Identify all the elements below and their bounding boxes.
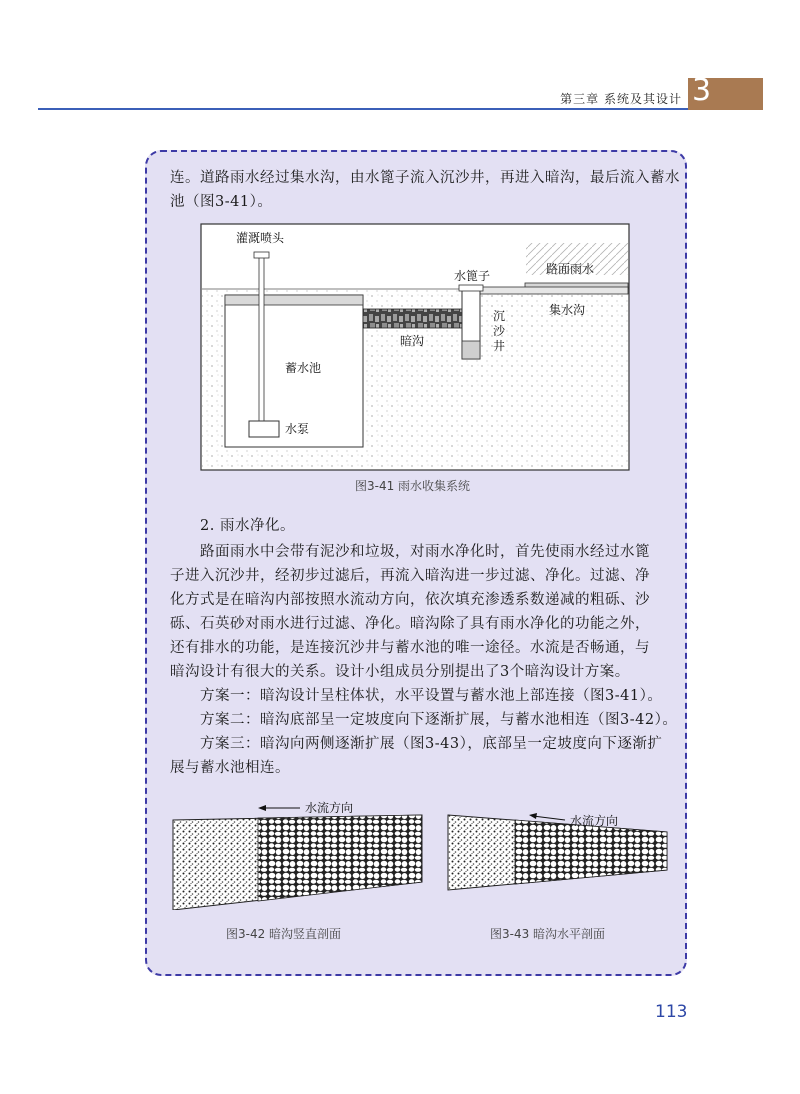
label-pump: 水泵 — [285, 422, 310, 436]
sprinkler-head — [254, 252, 269, 258]
body-line-6: 暗沟设计有很大的关系。设计小组成员分别提出了3个暗沟设计方案。 — [170, 664, 630, 680]
flow-label-43: 水流方向 — [570, 814, 619, 828]
label-sand-well-3: 井 — [493, 339, 506, 353]
culvert-vertical-section — [170, 800, 425, 910]
culvert-horizontal-section — [445, 800, 670, 910]
intro-line-2: 池（图3-41）。 — [170, 194, 273, 210]
label-culvert: 暗沟 — [400, 334, 425, 348]
chapter-number: 3 — [692, 73, 712, 108]
intro-line-1: 连。道路雨水经过集水沟，由水篦子流入沉沙井，再进入暗沟，最后流入蓄水 — [170, 170, 680, 186]
label-sand-well-2: 沙 — [493, 324, 506, 338]
filter-coarse-zone — [258, 815, 422, 901]
chapter-title: 第三章 系统及其设计 — [560, 92, 682, 106]
culvert — [363, 309, 463, 328]
plan-2: 方案二：暗沟底部呈一定坡度向下逐渐扩展，与蓄水池相连（图3-42）。 — [200, 712, 678, 728]
header-rule — [38, 108, 763, 110]
pump — [249, 421, 279, 437]
flow-label-42: 水流方向 — [305, 801, 354, 815]
body-line-1: 路面雨水中会带有泥沙和垃圾，对雨水净化时，首先使雨水经过水篦 — [200, 544, 650, 560]
label-grate: 水篦子 — [454, 269, 491, 283]
body-line-3: 化方式是在暗沟内部按照水流动方向，依次填充渗透系数递减的粗砾、沙 — [170, 592, 650, 608]
page-number: 113 — [655, 1002, 688, 1022]
flow-arrow-43 — [533, 816, 565, 820]
filter-coarse-zone-43 — [515, 820, 667, 884]
figure-42-caption: 图3-42 暗沟竖直剖面 — [226, 927, 342, 941]
section-heading: 2. 雨水净化。 — [200, 518, 295, 534]
rainwater-collection-diagram — [200, 223, 630, 473]
label-gutter: 集水沟 — [549, 303, 586, 317]
plan-1: 方案一：暗沟设计呈柱体状，水平设置与蓄水池上部连接（图3-41）。 — [200, 688, 663, 704]
plan-3: 方案三：暗沟向两侧逐渐扩展（图3-43），底部呈一定坡度向下逐渐扩 — [200, 736, 663, 752]
cistern-lid — [225, 295, 363, 305]
gutter — [480, 287, 628, 294]
label-sprinkler: 灌溉喷头 — [236, 231, 285, 245]
flow-arrowhead-43 — [529, 813, 537, 819]
flow-arrowhead-42 — [258, 805, 266, 811]
label-cistern: 蓄水池 — [285, 361, 322, 375]
label-road-rain: 路面雨水 — [546, 262, 595, 276]
figure-43-caption: 图3-43 暗沟水平剖面 — [490, 927, 606, 941]
grate — [459, 285, 483, 291]
body-line-4: 砾、石英砂对雨水进行过滤、净化。暗沟除了具有雨水净化的功能之外， — [170, 616, 650, 632]
body-line-5: 还有排水的功能，是连接沉沙井与蓄水池的唯一途径。水流是否畅通，与 — [170, 640, 650, 656]
body-line-2: 子进入沉沙井，经初步过滤后，再流入暗沟进一步过滤、净化。过滤、净 — [170, 568, 650, 584]
plan-3-continued: 展与蓄水池相连。 — [170, 760, 290, 776]
sand-well-sediment — [462, 341, 480, 359]
figure-41-caption: 图3-41 雨水收集系统 — [355, 479, 471, 493]
pump-pipe — [259, 257, 264, 423]
label-sand-well-1: 沉 — [493, 309, 506, 323]
